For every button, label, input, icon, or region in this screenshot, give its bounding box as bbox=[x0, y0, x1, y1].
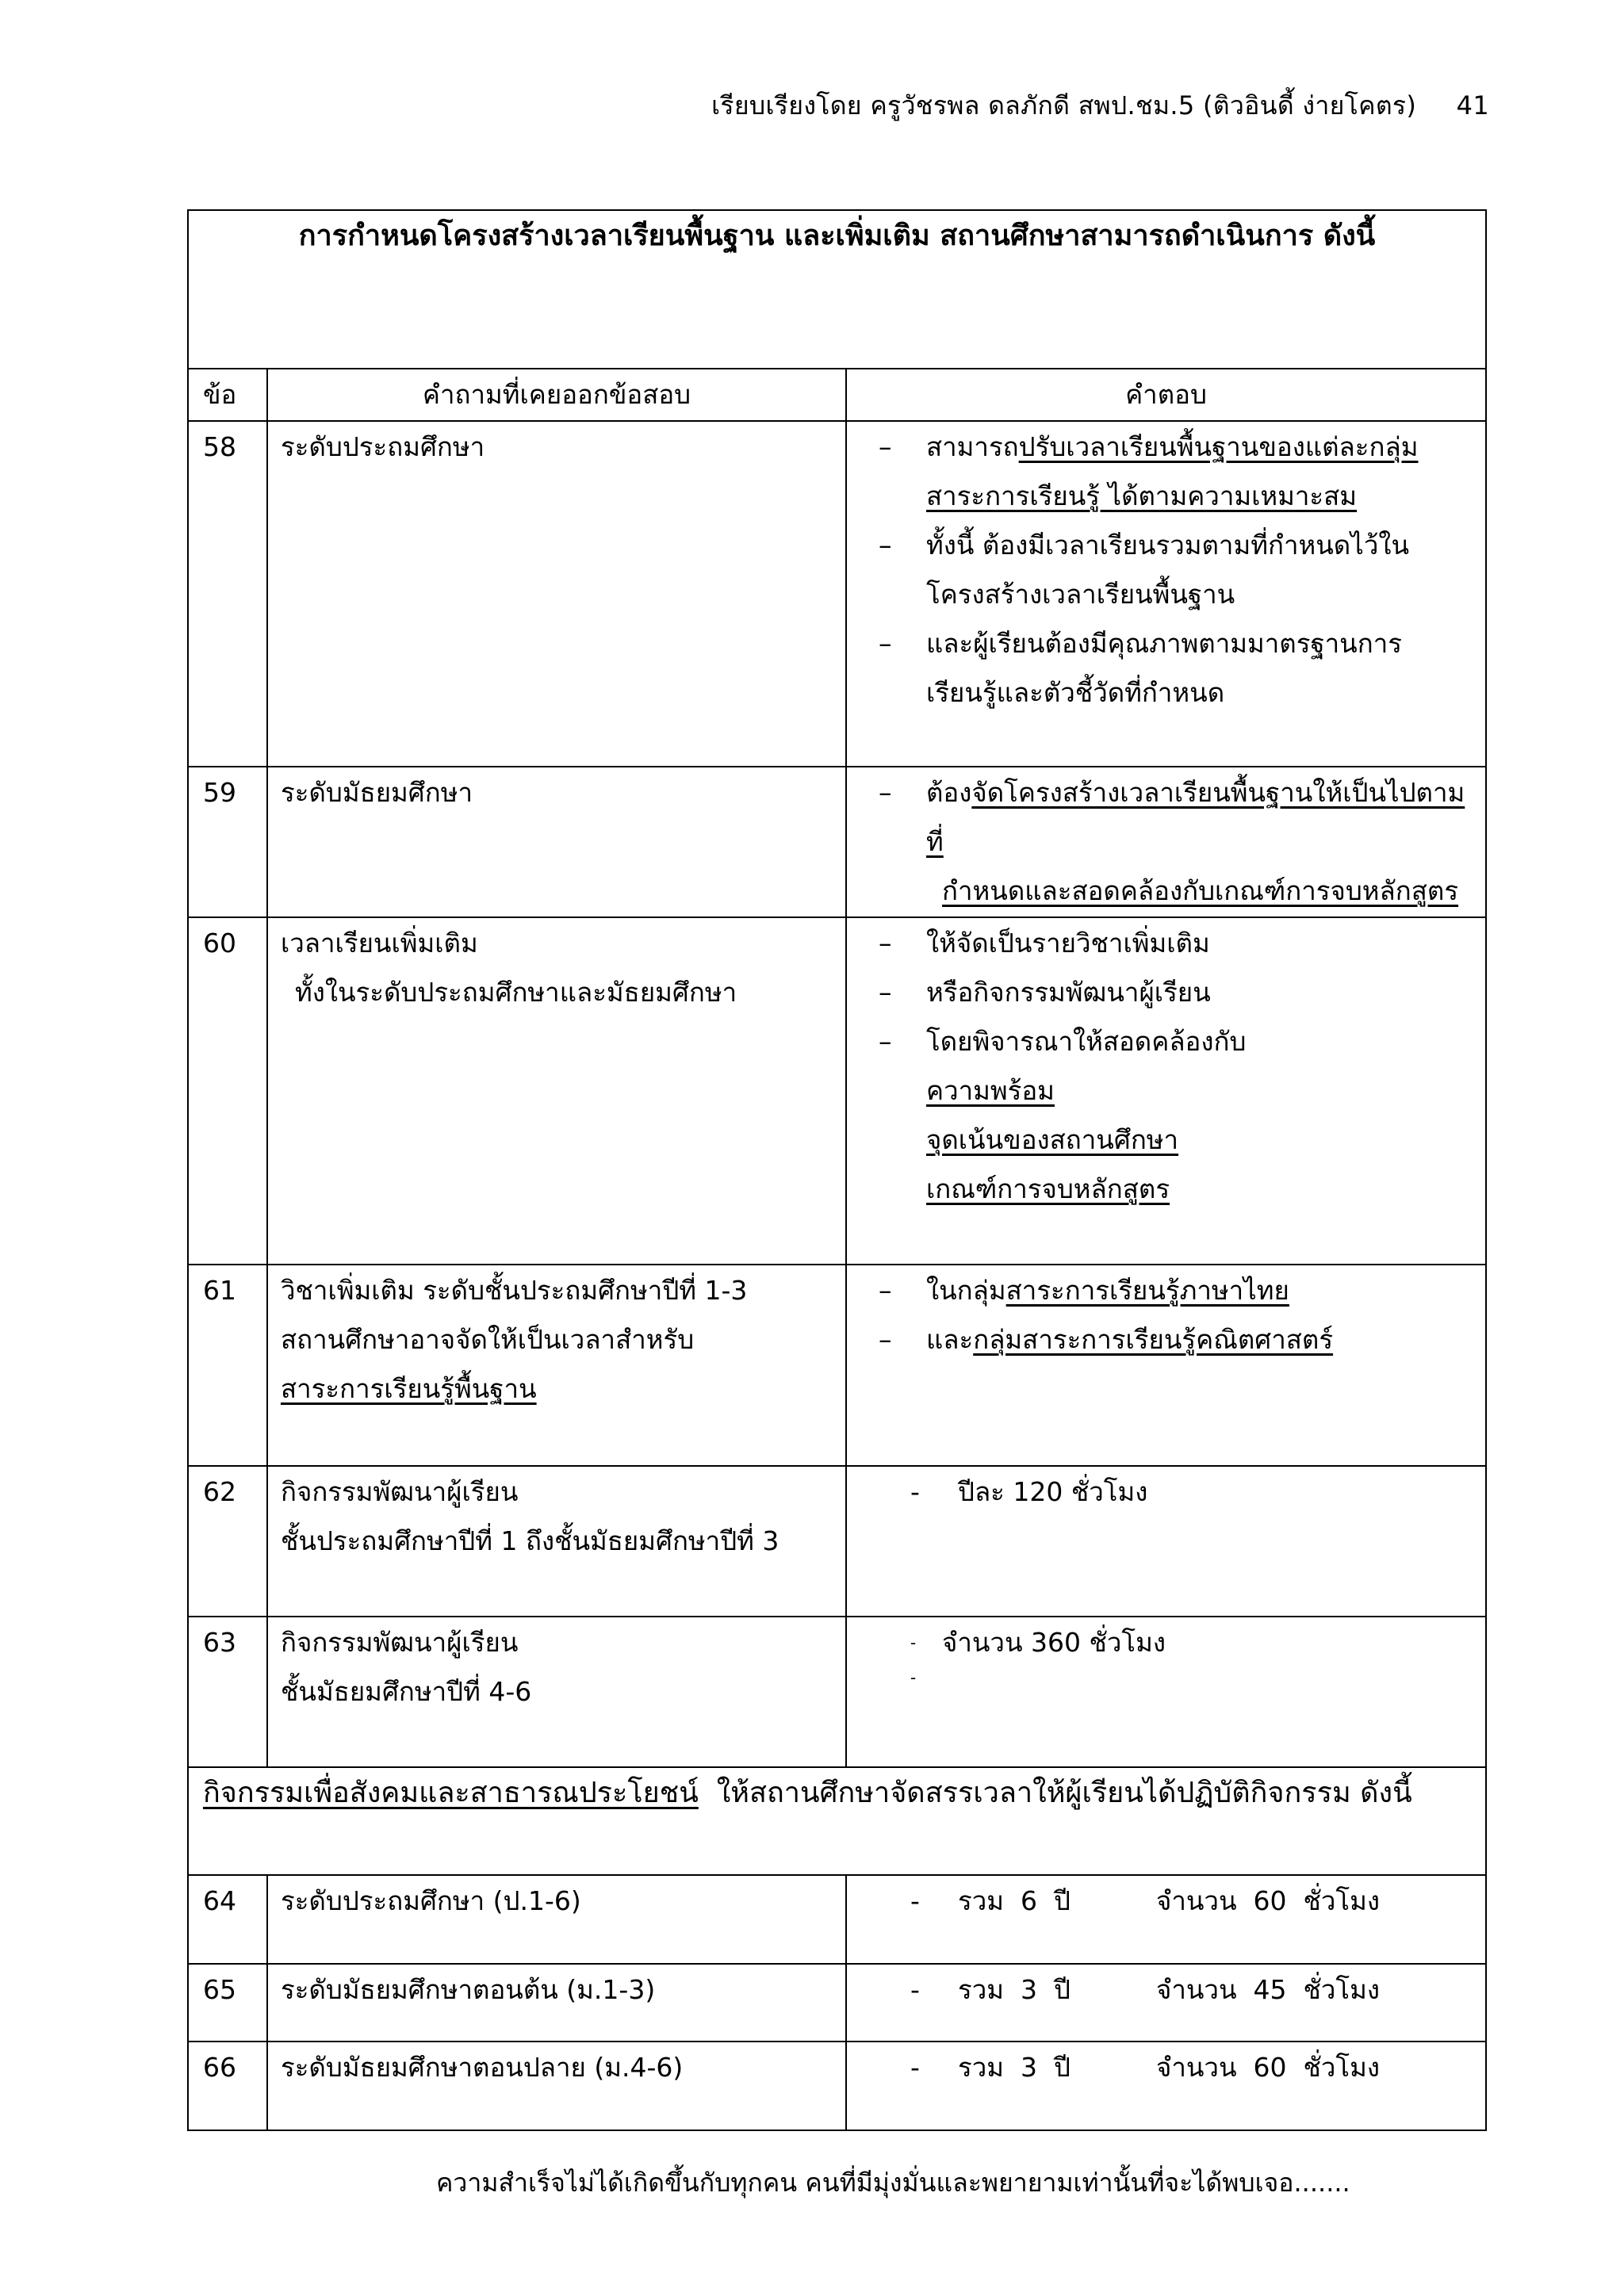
question-line: เวลาเรียนเพิ่มเติม bbox=[281, 928, 478, 959]
answer-line: – ต้องจัดโครงสร้างเวลาเรียนพื้นฐานให้เป็นไปตามที่ bbox=[879, 777, 1465, 857]
header-no: ข้อ bbox=[188, 369, 267, 421]
row-number: 66 bbox=[188, 2042, 267, 2130]
table-row bbox=[188, 1964, 1486, 2042]
row-answer bbox=[846, 1265, 1486, 1466]
answer-line: กำหนดและสอดคล้องกับเกณฑ์การจบหลักสูตร bbox=[942, 875, 1459, 906]
row-number: 61 bbox=[188, 1265, 267, 1466]
row-number: 63 bbox=[188, 1617, 267, 1767]
question-line: กิจกรรมพัฒนาผู้เรียน bbox=[281, 1627, 519, 1658]
row-answer bbox=[846, 917, 1486, 1265]
answer-line: – ทั้งนี้ ต้องมีเวลาเรียนรวมตามที่กำหนดไว้ใน bbox=[879, 530, 1410, 561]
row-answer bbox=[846, 1617, 1486, 1767]
row-number: 59 bbox=[188, 767, 267, 917]
table-row bbox=[188, 1466, 1486, 1617]
question-line: ชั้นมัธยมศึกษาปีที่ 4-6 bbox=[281, 1676, 532, 1707]
row-question: ระดับประถมศึกษา (ป.1-6) bbox=[267, 1875, 846, 1964]
row-question bbox=[267, 917, 846, 1265]
question-line: ระดับประถมศึกษา bbox=[281, 431, 485, 462]
row-number: 58 bbox=[188, 421, 267, 767]
table-banner bbox=[188, 210, 1486, 369]
question-line: วิชาเพิ่มเติม ระดับชั้นประถมศึกษาปีที่ 1-3 bbox=[281, 1275, 748, 1306]
row-question bbox=[267, 1265, 846, 1466]
answer-line: – ในกลุ่มสาระการเรียนรู้ภาษาไทย bbox=[879, 1275, 1289, 1306]
answer-line: – หรือกิจกรรมพัฒนาผู้เรียน bbox=[879, 977, 1211, 1008]
row-question bbox=[267, 767, 846, 917]
answer-line: โครงสร้างเวลาเรียนพื้นฐาน bbox=[926, 579, 1235, 610]
row-question bbox=[267, 1466, 846, 1617]
row-number: 64 bbox=[188, 1875, 267, 1964]
question-line: ชั้นประถมศึกษาปีที่ 1 ถึงชั้นมัธยมศึกษาปีที่ 3 bbox=[281, 1525, 779, 1556]
stray-hyphen: - bbox=[910, 1668, 917, 1687]
section-heading: กิจกรรมเพื่อสังคมและสาธารณประโยชน์ ให้สถานศึกษาจัดสรรเวลาให้ผู้เรียนได้ปฏิบัติกิจกรรม ดังนี้ bbox=[188, 1767, 1486, 1875]
answer-line: – โดยพิจารณาให้สอดคล้องกับ bbox=[879, 1026, 1247, 1057]
row-answer bbox=[846, 767, 1486, 917]
row-question: ระดับมัธยมศึกษาตอนปลาย (ม.4-6) bbox=[267, 2042, 846, 2130]
table-row bbox=[188, 1617, 1486, 1767]
row-question bbox=[267, 1617, 846, 1767]
row-answer: - รวม 3 ปี จำนวน 60 ชั่วโมง bbox=[846, 2042, 1486, 2130]
answer-line: - จำนวน 360 ชั่วโมง bbox=[910, 1627, 1166, 1658]
row-number: 60 bbox=[188, 917, 267, 1265]
answer-line: เกณฑ์การจบหลักสูตร bbox=[926, 1173, 1170, 1204]
page-number: 41 bbox=[1456, 90, 1489, 121]
banner-title: การกำหนดโครงสร้างเวลาเรียนพื้นฐาน และเพิ่มเติม สถานศึกษาสามารถดำเนินการ ดังนี้ bbox=[188, 210, 1486, 369]
content-table bbox=[187, 209, 1487, 2131]
table-row bbox=[188, 421, 1486, 767]
answer-line: – ให้จัดเป็นรายวิชาเพิ่มเติม bbox=[879, 928, 1210, 959]
answer-line: – และกลุ่มสาระการเรียนรู้คณิตศาสตร์ bbox=[879, 1324, 1334, 1355]
row-answer bbox=[846, 421, 1486, 767]
header-answer: คำตอบ bbox=[846, 369, 1486, 421]
answer-line: จุดเน้นของสถานศึกษา bbox=[926, 1124, 1179, 1155]
table-row bbox=[188, 917, 1486, 1265]
row-answer: - รวม 3 ปี จำนวน 45 ชั่วโมง bbox=[846, 1964, 1486, 2042]
answer-line: เรียนรู้และตัวชี้วัดที่กำหนด bbox=[926, 677, 1225, 708]
row-number: 62 bbox=[188, 1466, 267, 1617]
table-row bbox=[188, 1875, 1486, 1964]
section-row bbox=[188, 1767, 1486, 1875]
header-question: คำถามที่เคยออกข้อสอบ bbox=[267, 369, 846, 421]
question-line: สถานศึกษาอาจจัดให้เป็นเวลาสำหรับ bbox=[281, 1324, 695, 1355]
question-line: ระดับมัธยมศึกษา bbox=[281, 777, 473, 808]
table-row bbox=[188, 767, 1486, 917]
row-answer bbox=[846, 1466, 1486, 1617]
table-row bbox=[188, 2042, 1486, 2130]
row-number: 65 bbox=[188, 1964, 267, 2042]
row-answer: - รวม 6 ปี จำนวน 60 ชั่วโมง bbox=[846, 1875, 1486, 1964]
answer-line: – และผู้เรียนต้องมีคุณภาพตามมาตรฐานการ bbox=[879, 628, 1402, 659]
page-footer: ความสำเร็จไม่ได้เกิดขึ้นกับทุกคน คนที่มีมุ่งมั่นและพยายามเท่านั้นที่จะได้พบเจอ....... bbox=[436, 2168, 1350, 2198]
page-header bbox=[711, 86, 1489, 126]
answer-line: – สามารถปรับเวลาเรียนพื้นฐานของแต่ละกลุ่ม bbox=[879, 431, 1419, 462]
row-question bbox=[267, 421, 846, 767]
answer-line: สาระการเรียนรู้ ได้ตามความเหมาะสม bbox=[926, 480, 1358, 511]
question-line: กิจกรรมพัฒนาผู้เรียน bbox=[281, 1476, 519, 1507]
question-line: ทั้งในระดับประถมศึกษาและมัธยมศึกษา bbox=[295, 977, 737, 1008]
answer-line: - ปีละ 120 ชั่วโมง bbox=[910, 1476, 1148, 1507]
table-row bbox=[188, 1265, 1486, 1466]
answer-line: ความพร้อม bbox=[926, 1075, 1055, 1106]
question-line: สาระการเรียนรู้พื้นฐาน bbox=[281, 1373, 537, 1404]
row-question: ระดับมัธยมศึกษาตอนต้น (ม.1-3) bbox=[267, 1964, 846, 2042]
header-text: เรียบเรียงโดย ครูวัชรพล ดลภักดี สพป.ชม.5 (ติวอินดี้ ง่ายโคตร) bbox=[711, 90, 1417, 121]
column-headers bbox=[188, 369, 1486, 421]
